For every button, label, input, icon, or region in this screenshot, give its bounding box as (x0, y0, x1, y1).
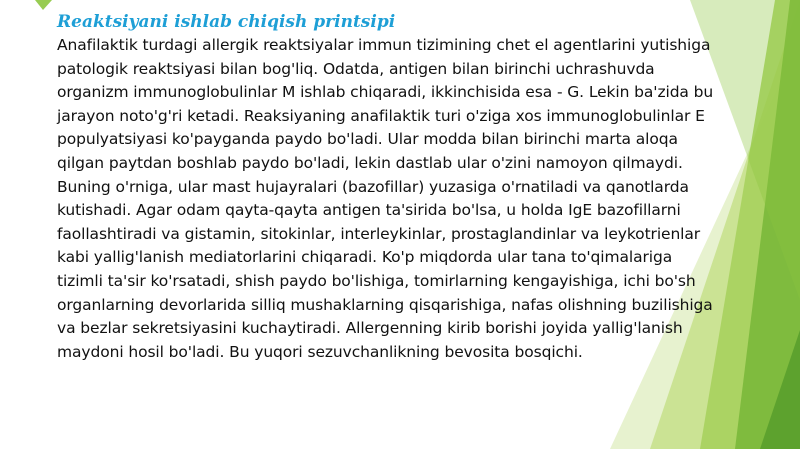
deco-arrow-bullet (35, 0, 52, 10)
slide-content (57, 10, 717, 364)
slide-title: Reaktsiyani ishlab chiqish printsipi (57, 12, 396, 32)
slide-body-text: Anafilaktik turdagi allergik reaktsiyalar immun tizimining chet el agentlarini yutishiga patologik reaktsiyasi bilan bog'liq. Odatda, antigen bilan birinchi uchrashuvda organizm immunoglobulinlar M ishlab chiqaradi, ikkinchisida esa - G. Lekin ba'zida bu jarayon noto'g'ri ketadi. Reaksiyaning anafilaktik turi o'ziga xos immunoglobulinlar E populyatsiyasi ko'payganda paydo bo'ladi. Ular modda bilan birinchi marta aloqa qilgan paytdan boshlab paydo bo'ladi, lekin dastlab ular o'zini namoyon qilmaydi. Buning o'rniga, ular mast hujayralari (bazofillar) yuzasiga o'rnatiladi va qanotlarda kutishadi. Agar odam qayta-qayta antigen ta'sirida bo'lsa, u holda IgE bazofillarni faollashtiradi va gistamin, sitokinlar, interleykinlar, prostaglandinlar va leykotrienlar kabi yallig'lanish mediatorlarini chiqaradi. Ko'p miqdorda ular tana to'qimalariga tizimli ta'sir ko'rsatadi, shish paydo bo'lishiga, tomirlarning kengayishiga, ichi bo'sh organlarning devorlarida silliq mushaklarning qisqarishiga, nafas olishning buzilishiga va bezlar sekretsiyasini kuchaytiradi. Allergenning kirib borishi joyida yallig'lanish maydoni hosil bo'ladi. Bu yuqori sezuvchanlikning bevosita bosqichi. (57, 36, 714, 361)
